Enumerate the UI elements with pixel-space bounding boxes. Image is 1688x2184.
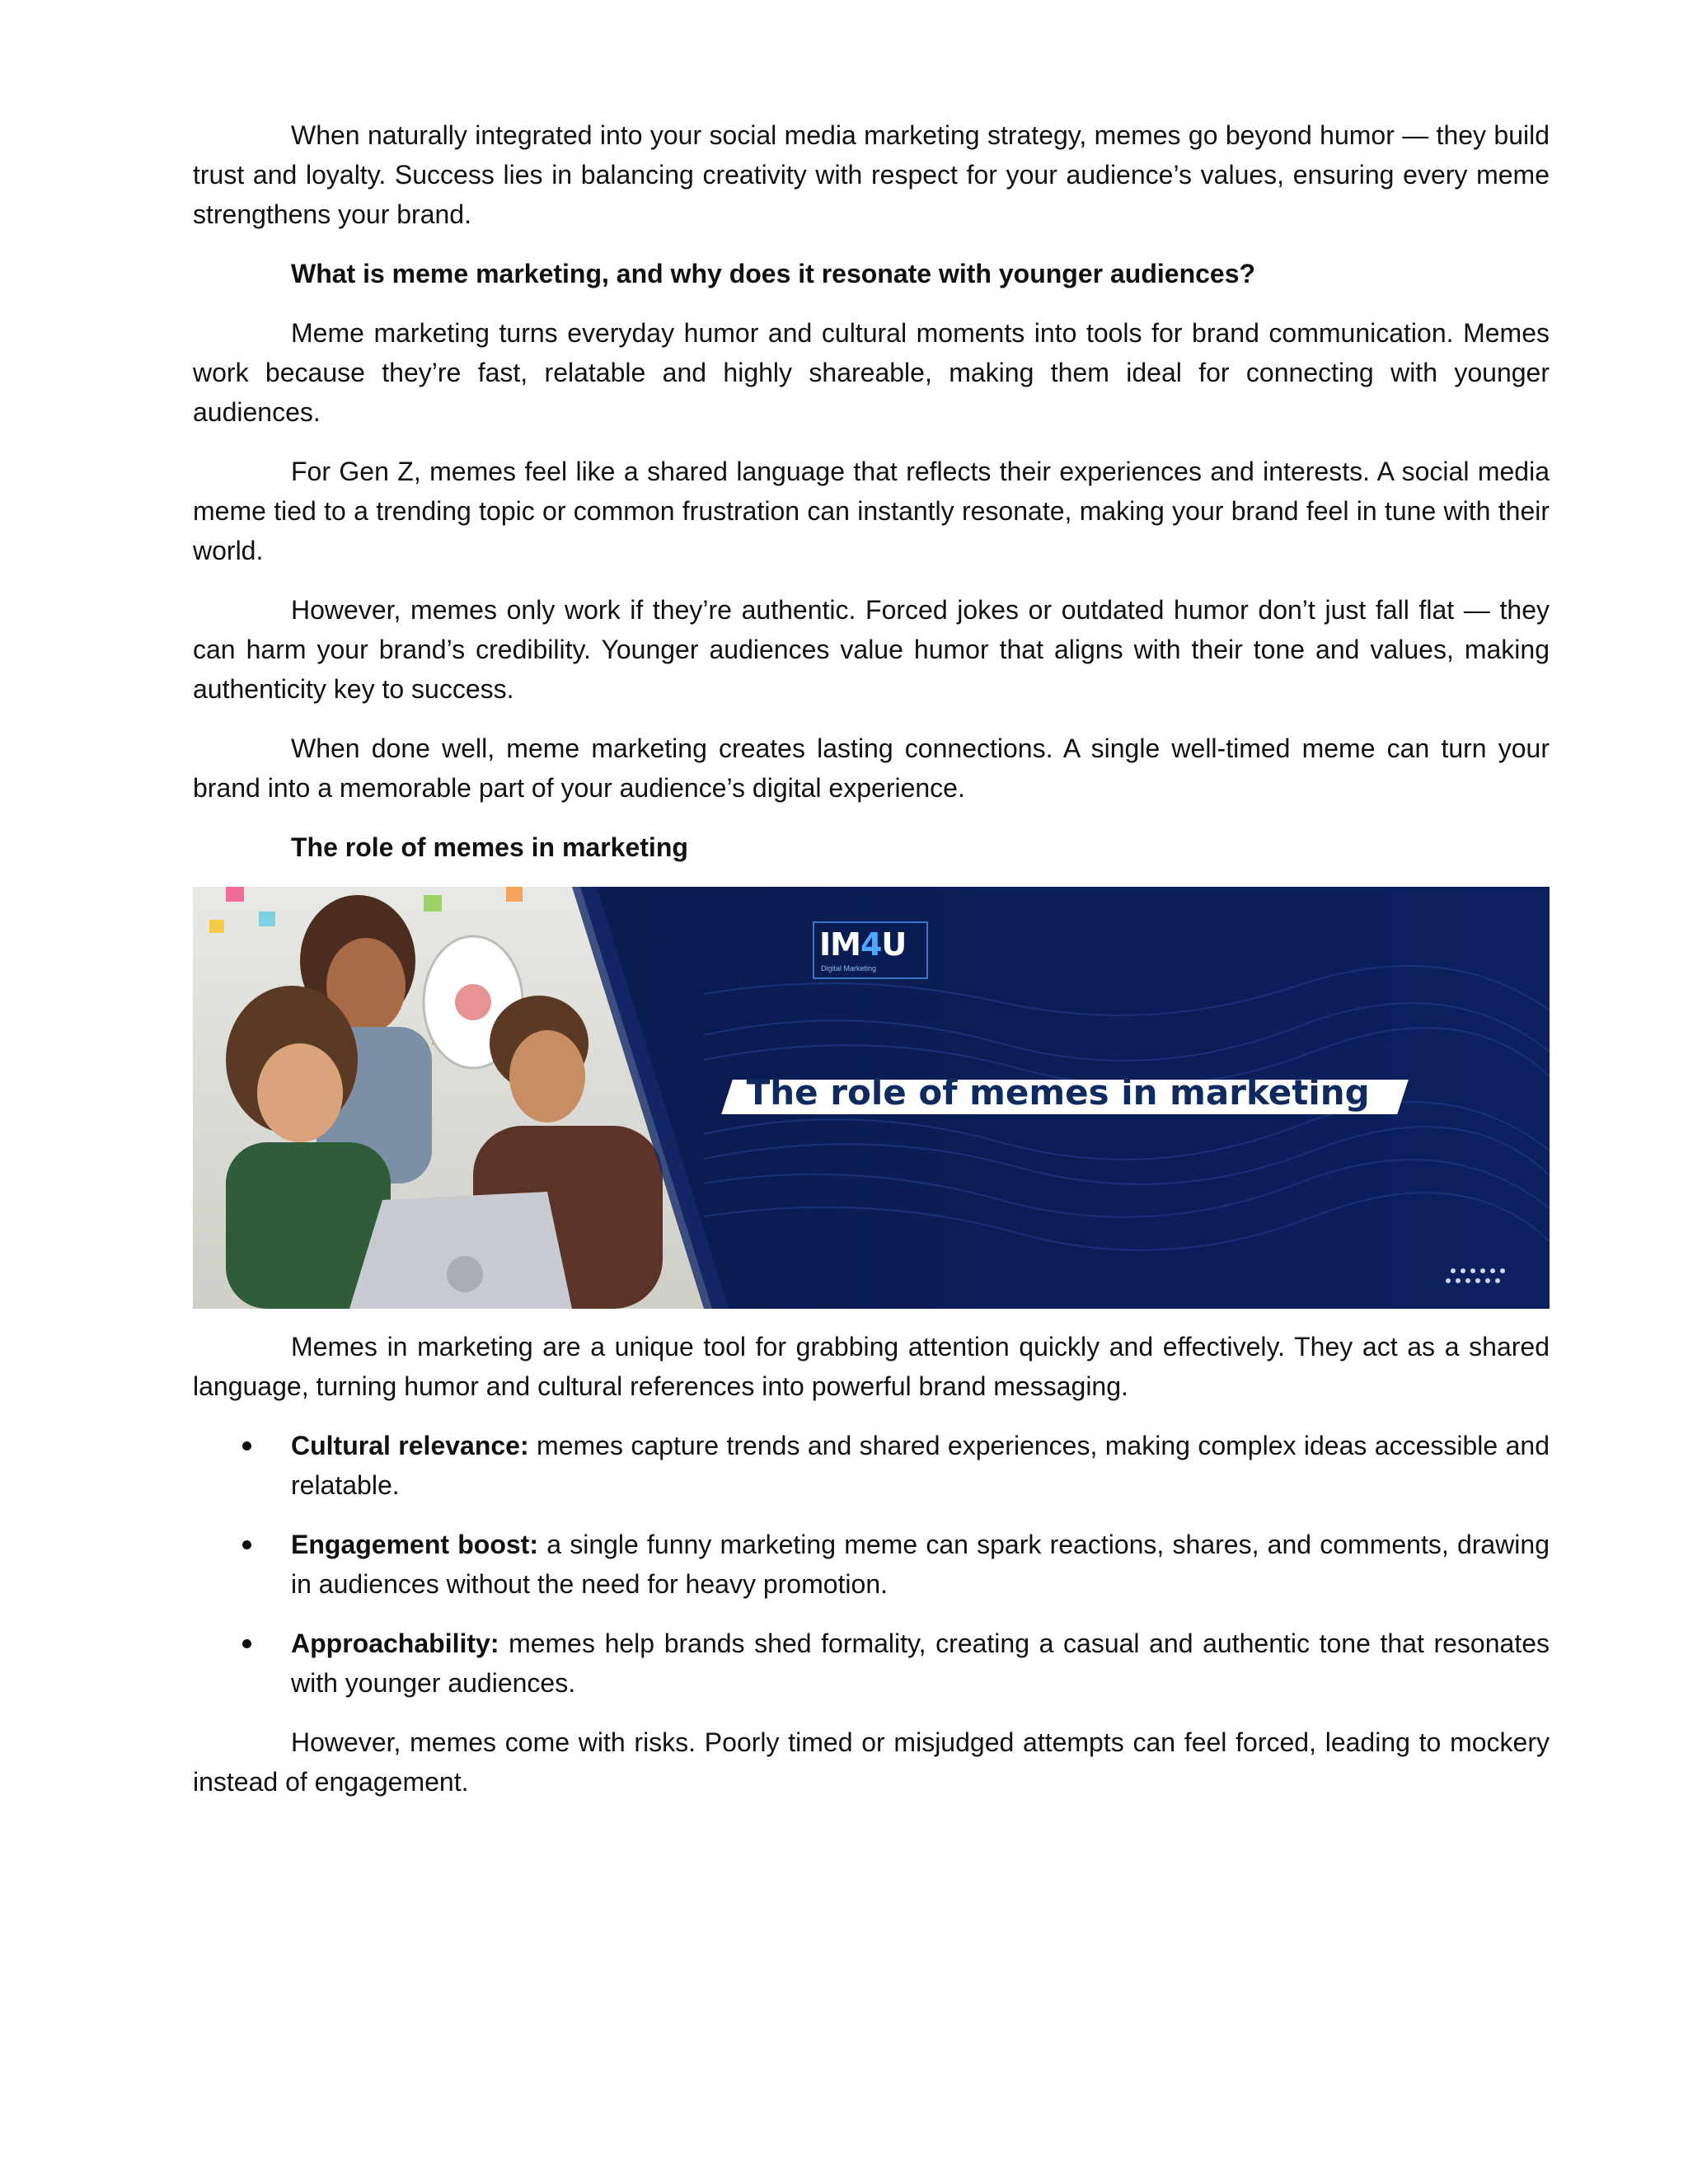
section-heading-role-of-memes: The role of memes in marketing xyxy=(291,832,688,862)
list-item-text: memes help brands shed formality, creating a casual and authentic tone that resonates with younger audiences. xyxy=(291,1629,1550,1698)
section-heading-meme-marketing: What is meme marketing, and why does it resonate with younger audiences? xyxy=(291,259,1256,288)
paragraph-gen-z: For Gen Z, memes feel like a shared language that reflects their experiences and interests. A social media meme tied to a trending topic or common frustration can instantly resonate, making your brand feel in tune with their world. xyxy=(193,457,1550,565)
list-item xyxy=(193,1426,1550,1505)
list-item xyxy=(193,1624,1550,1703)
banner-title-bar xyxy=(721,1072,1409,1114)
im4u-logo xyxy=(813,921,928,979)
paragraph-lasting-connections: When done well, meme marketing creates lasting connections. A single well-timed meme can turn your brand into a memorable part of your audience’s digital experience. xyxy=(193,733,1550,803)
bullet-icon xyxy=(242,1540,251,1549)
paragraph-risks: However, memes come with risks. Poorly timed or misjudged attempts can feel forced, leading to mockery instead of engagement. xyxy=(193,1727,1550,1797)
banner-image xyxy=(193,887,1550,1309)
paragraph-memes-in-marketing: Memes in marketing are a unique tool for grabbing attention quickly and effectively. They act as a shared language, turning humor and cultural references into powerful brand messaging. xyxy=(193,1332,1550,1401)
bullet-icon xyxy=(242,1639,251,1648)
banner-title: The role of memes in marketing xyxy=(746,1072,1370,1113)
bullet-icon xyxy=(242,1441,251,1451)
list-item-term: Cultural relevance: xyxy=(291,1431,529,1460)
benefits-list xyxy=(193,1426,1550,1703)
logo-mark: IM4U xyxy=(819,926,907,963)
intro-paragraph: When naturally integrated into your social media marketing strategy, memes go beyond humor — they build trust and loyalty. Success lies in balancing creativity with respect for your audience’s values, ensuring every meme strengthens your brand. xyxy=(193,120,1550,229)
document-page xyxy=(193,115,1550,1821)
list-item-term: Approachability: xyxy=(291,1629,499,1658)
list-item xyxy=(193,1525,1550,1604)
paragraph-authenticity: However, memes only work if they’re authentic. Forced jokes or outdated humor don’t just fall flat — they can harm your brand’s credibility. Younger audiences value humor that aligns with their tone and values, making authenticity key to success. xyxy=(193,595,1550,704)
list-item-term: Engagement boost: xyxy=(291,1530,538,1559)
list-item-text: memes capture trends and shared experiences, making complex ideas accessible and relatable. xyxy=(291,1431,1550,1500)
list-item-text: a single funny marketing meme can spark reactions, shares, and comments, drawing in audiences without the need for heavy promotion. xyxy=(291,1530,1550,1599)
paragraph-meme-marketing-definition: Meme marketing turns everyday humor and cultural moments into tools for brand communication. Memes work because they’re fast, relatable and highly shareable, making them ideal for connecting with younger audiences. xyxy=(193,318,1550,427)
logo-tagline: Digital Marketing xyxy=(821,964,877,972)
